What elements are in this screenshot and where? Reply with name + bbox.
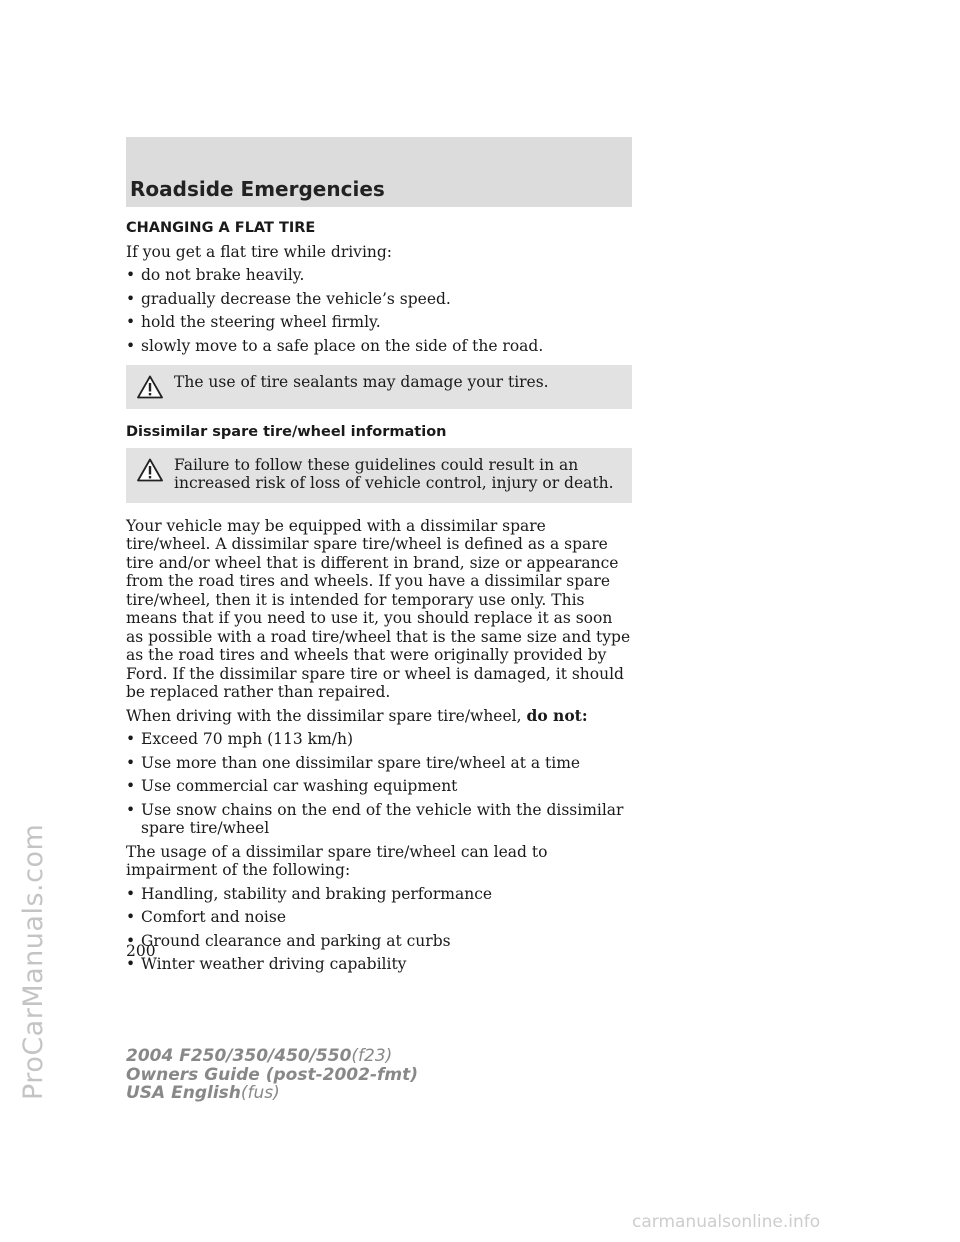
footer-line-guide	[126, 1066, 418, 1085]
driving-restrictions-lead: When driving with the dissimilar spare tire/wheel,	[126, 706, 522, 725]
list-item: • Winter weather driving capability	[126, 955, 632, 974]
section-header-band	[126, 137, 632, 207]
page-content	[126, 219, 632, 979]
tire-sealant-warning-box	[126, 365, 632, 409]
impairment-intro: The usage of a dissimilar spare tire/wheel can lead to impairment of the following:	[126, 842, 548, 879]
dissimilar-spare-heading: Dissimilar spare tire/wheel information	[126, 424, 447, 440]
warning-triangle-icon	[126, 456, 174, 482]
footer-guide: Owners Guide (post-2002-fmt)	[126, 1064, 419, 1085]
list-item: • hold the steering wheel firmly.	[126, 313, 632, 332]
side-watermark: ProCarManuals.com	[18, 823, 49, 1100]
footer-line-model	[126, 1047, 418, 1066]
list-item: • Exceed 70 mph (113 km/h)	[126, 730, 632, 749]
footer-line-language	[126, 1084, 418, 1103]
list-item: • gradually decrease the vehicle’s speed.	[126, 290, 632, 309]
do-not-bullets	[126, 730, 632, 838]
changing-flat-tire-heading: CHANGING A FLAT TIRE	[126, 220, 316, 236]
flat-tire-bullets	[126, 266, 632, 355]
list-item: • Handling, stability and braking performance	[126, 885, 632, 904]
document-footer	[126, 1047, 418, 1103]
list-item: • Use snow chains on the end of the vehicle with the dissimilar spare tire/wheel	[126, 801, 632, 838]
flat-tire-intro: If you get a flat tire while driving:	[126, 242, 393, 261]
dissimilar-spare-warning-box	[126, 448, 632, 503]
dissimilar-spare-description: Your vehicle may be equipped with a dissimilar spare tire/wheel. A dissimilar spare tire/wheel is defined as a spare tire and/or wheel that is different in brand, size or appearance from the road tires and wheels. If you have a dissimilar spare tire/wheel, then it is intended for temporary use only. This means that if you need to use it, you should replace it as soon as possible with a road tire/wheel that is the same size and type as the road tires and wheels that were originally provided by Ford. If the dissimilar spare tire or wheel is damaged, it should be replaced rather than repaired.	[126, 516, 631, 701]
driving-restrictions-intro	[126, 707, 632, 726]
bottom-watermark: carmanualsonline.info	[632, 1212, 821, 1232]
list-item: • do not brake heavily.	[126, 266, 632, 285]
footer-language: USA English	[126, 1083, 241, 1103]
impairment-bullets	[126, 885, 632, 974]
list-item: • slowly move to a safe place on the side of the road.	[126, 337, 632, 356]
page-section-title: Roadside Emergencies	[130, 177, 385, 201]
footer-model: 2004 F250/350/450/550	[126, 1046, 352, 1066]
list-item: • Comfort and noise	[126, 908, 632, 927]
footer-model-code: (f23)	[351, 1046, 393, 1066]
list-item: • Ground clearance and parking at curbs	[126, 932, 632, 951]
dissimilar-spare-warning-text: Failure to follow these guidelines could result in an increased risk of loss of vehicle control, injury or death.	[174, 455, 614, 492]
warning-triangle-icon	[126, 373, 174, 399]
do-not-emphasis: do not:	[526, 705, 588, 725]
tire-sealant-warning-text: The use of tire sealants may damage your tires.	[174, 373, 549, 391]
list-item: • Use more than one dissimilar spare tire/wheel at a time	[126, 754, 632, 773]
page-number: 200	[126, 942, 156, 960]
footer-language-code: (fus)	[240, 1083, 280, 1103]
list-item: • Use commercial car washing equipment	[126, 777, 632, 796]
